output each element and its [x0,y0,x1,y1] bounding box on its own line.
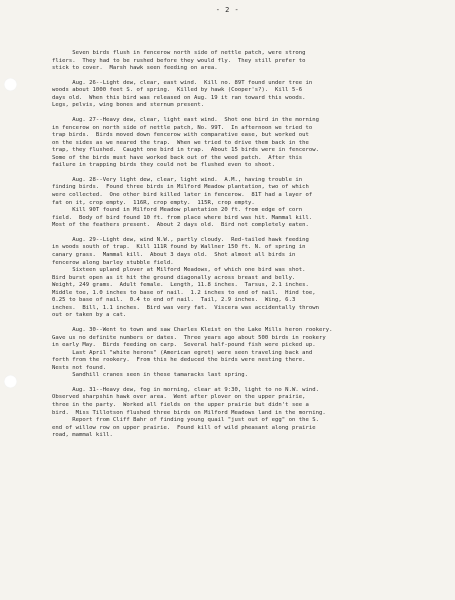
text-line: fencerow along barley stubble field. [52,259,174,266]
text-line: three in the party. Worked all fields on the upper prairie but didn't see a [52,401,309,408]
text-line: Aug. 31--Heavy dew, fog in morning, clear at 9:30, light to no N.W. wind. [52,386,319,393]
text-line: finding birds. Found three birds in Milford Meadow plantation, two of which [52,184,309,191]
text-line: Aug. 30--Went to town and saw Charles Kleist on the Lake Mills heron rookery. [52,326,333,333]
text-line: in fencerow on north side of nettle patch, No. 99T. In afternoon we tried to [52,124,313,131]
text-line: failure in trapping birds they could not be flushed even to shoot. [52,162,276,169]
text-line: on the sides as we neared the trap. When we tried to drive them back in the [52,139,309,146]
text-line: Sandhill cranes seen in these tamaracks last spring. [52,372,249,379]
journal-paragraph [52,117,420,170]
text-line: Bird burst open as it hit the ground diagonally across breast and belly. [52,274,296,281]
journal-paragraph [52,327,420,372]
text-line: stick to cover. Marsh hawk seen feeding on area. [52,65,218,72]
journal-paragraph [52,372,420,380]
journal-paragraph [52,177,420,230]
journal-paragraph [52,387,420,440]
text-line: in early May. Birds feeding on carp. Several half-pound fish were picked up. [52,342,316,349]
text-line: Gave us no definite numbers or dates. Three years ago about 500 birds in rookery [52,334,326,341]
text-line: Observed sharpshin hawk over area. Went after plover on the upper prairie, [52,394,306,401]
text-line: Sixteen upland plover at Milford Meadows, of which one bird was shot. [52,267,306,274]
page-number: - 2 - [215,6,240,14]
text-line: Aug. 27--Heavy dew, clear, light east wind. Shot one bird in the morning [52,117,319,124]
text-line: road, mammal kill. [52,432,113,439]
text-line: fat on it, crop empty. 116R, crop empty. 115R, crop empty. [52,199,255,206]
journal-body [52,50,420,447]
text-line: Legs, pelvis, wing bones and sternum present. [52,102,205,109]
text-line: trap, they flushed. Caught one bird in trap. About 15 birds were in fencerow. [52,147,319,154]
text-line: out or taken by a cat. [52,312,127,319]
text-line: Report from Cliff Bahr of finding young quail "just out of egg" on the S. [52,417,319,424]
text-line: bird. Miss Tillotson flushed three birds on Milford Meadows land in the morning. [52,409,326,416]
text-line: inches. Bill, 1.1 inches. Bird was very fat. Viscera was accidentally thrown [52,304,319,311]
journal-paragraph [52,50,420,73]
text-line: Weight, 249 grams. Adult female. Length, 11.8 inches. Tarsus, 2.1 inches. [52,282,309,289]
text-line: field. Body of bird found 10 ft. from place where bird was hit. Mammal kill. [52,214,313,221]
text-line: Some of the birds must have worked back out of the weed patch. After this [52,154,303,161]
text-line: Nests not found. [52,364,107,371]
text-line: days old. When this bird was released on Aug. 19 it ran toward this woods. [52,94,306,101]
punch-hole [4,375,17,388]
punch-hole [4,78,17,91]
text-line: 0.25 to base of nail. 0.4 to end of nail. Tail, 2.9 inches. Wing, 6.3 [52,297,296,304]
text-line: fliers. They had to be rushed before they would fly. They still prefer to [52,57,306,64]
text-line: Last April "white herons" (American egret) were seen traveling back and [52,349,313,356]
text-line: trap birds. Birds moved down fencerow with comparative ease, but worked out [52,132,309,139]
text-line: woods about 1000 feet S. of spring. Killed by hawk (Cooper's?). Kill 5-6 [52,87,303,94]
text-line: canary grass. Mammal kill. About 3 days old. Shot almost all birds in [52,251,296,258]
text-line: Aug. 26--Light dew, clear, east wind. Kill no. 89T found under tree in [52,79,313,86]
text-line: Aug. 28--Very light dew, clear, light wind. A.M., having trouble in [52,176,303,183]
text-line: Aug. 29--Light dew, wind N.W., partly cloudy. Red-tailed hawk feeding [52,236,309,243]
journal-paragraph [52,80,420,110]
text-line: were collected. One other bird killed later in fencerow. 81T had a layer of [52,192,313,199]
text-line: end of willow row on upper prairie. Found kill of wild pheasant along prairie [52,424,316,431]
text-line: in woods south of trap. Kill 111R found by Wallner 150 ft. N. of spring in [52,244,306,251]
text-line: Middle toe, 1.0 inches to base of nail. 1.2 inches to end of nail. Hind toe, [52,289,316,296]
journal-paragraph [52,237,420,320]
text-line: Kill 90T found in Milford Meadow plantation 20 ft. from edge of corn [52,207,303,214]
text-line: forth from the rookery. From this he deduced the birds were nesting there. [52,357,306,364]
text-line: Most of the feathers present. About 2 days old. Bird not completely eaten. [52,222,309,229]
text-line: Seven birds flush in fencerow north side of nettle patch, were strong [52,50,306,56]
